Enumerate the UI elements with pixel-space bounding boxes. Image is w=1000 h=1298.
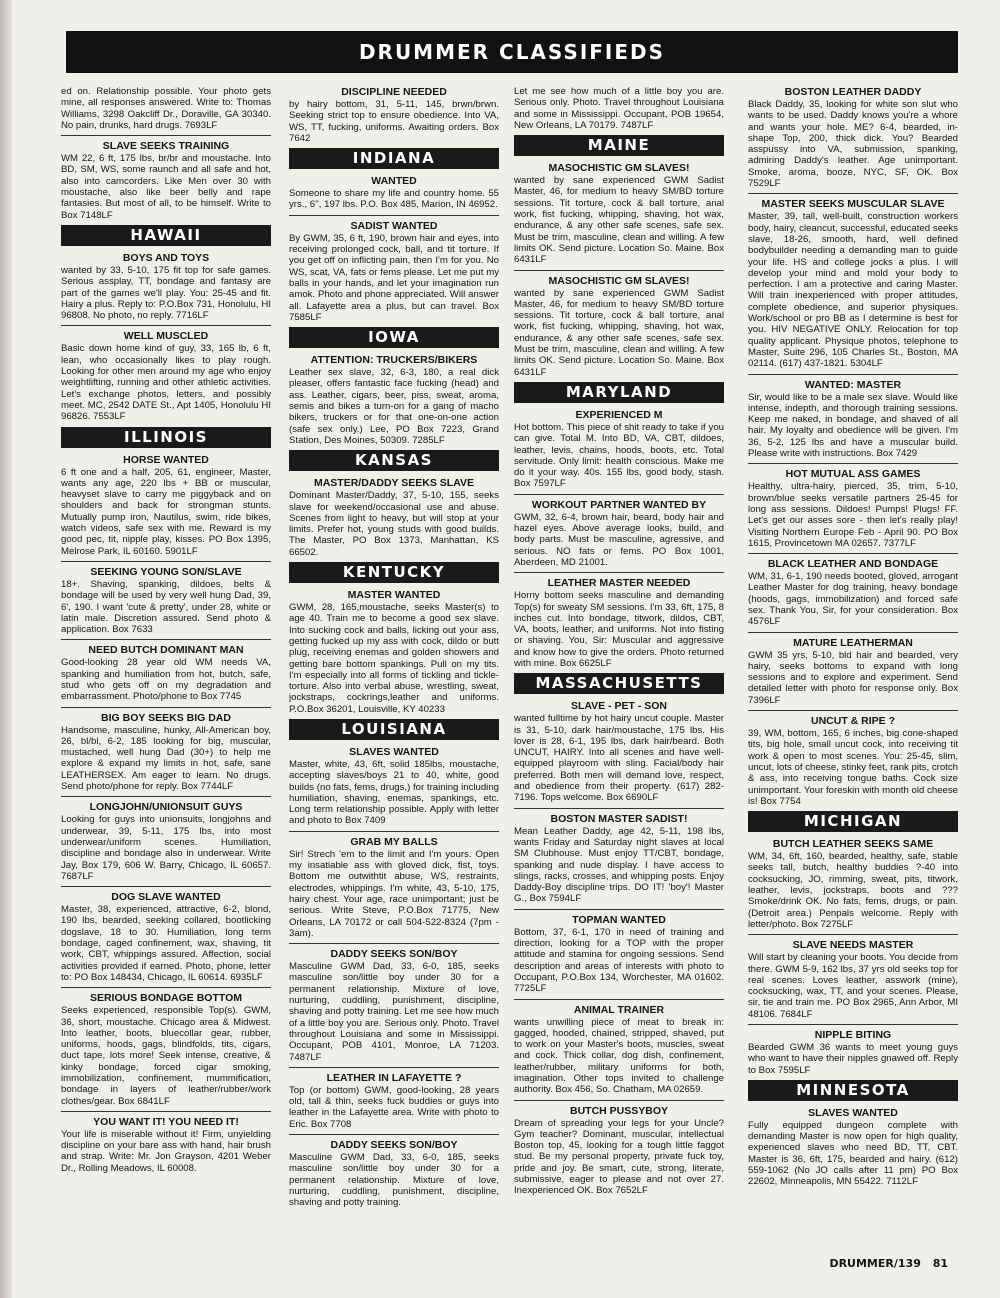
classified-ad	[289, 220, 499, 323]
ad-title: ATTENTION: TRUCKERS/BIKERS	[310, 354, 478, 367]
classified-ad	[748, 715, 958, 807]
ad-divider	[289, 1134, 499, 1135]
state-banner: INDIANA	[289, 148, 499, 169]
ad-title: DADDY SEEKS SON/BOY	[330, 948, 458, 961]
classified-ad	[289, 354, 499, 446]
classified-ad	[748, 468, 958, 549]
classified-ad	[289, 86, 499, 144]
state-banner: MINNESOTA	[748, 1080, 958, 1101]
ad-body: wants unwilling piece of meat to break in: gagged, hooded, chained, stripped, shaved, put to work on your Master's boots, muscles, sweat and cock. Thick collar, dog dish, confinement, leather/rubber, military uniforms for both, imagination. Other tops invited to challenge authority. Box 456, So. Chatham, MA 02659.	[514, 1016, 724, 1096]
section-header: DRUMMER CLASSIFIEDS	[66, 31, 958, 73]
ad-divider	[289, 1067, 499, 1068]
classified-ad	[61, 252, 271, 321]
ad-title: LEATHER MASTER NEEDED	[547, 577, 691, 590]
ad-divider	[748, 193, 958, 194]
state-banner: ILLINOIS	[61, 427, 271, 448]
classified-ad	[61, 86, 271, 131]
classified-ad	[61, 1116, 271, 1174]
ad-body: Will start by cleaning your boots. You decide from there. GWM 5-9, 162 lbs, 37 yrs old seeks top for real scenes. Loves leather, asswork (mine), cocksucking, wax, TT, and your scenes. Please, sir, tie and train me. PO Box 2965, Ann Arbor, MI 48106. 7684LF	[748, 952, 958, 1020]
ad-divider	[61, 886, 271, 887]
ad-body: GWM, 28, 165,moustache, seeks Master(s) to age 40. Train me to become a good sex slave. Into sucking cock and balls, licking out your ass, getting fucked up my ass with cock, dildo or butt plug, receiving enemas and golden showers and getting bare bottom spankings. Pull on my tits. I'm especially into all forms of tickling and tickle-torture. Also into verbal abuse, wrestling, sweat, jockstraps, cockrings,leather and uniforms. P.O.Box 36201, Louisville, KY 40233	[289, 602, 499, 715]
classified-ad	[289, 1072, 499, 1130]
classified-ad	[748, 198, 958, 369]
ad-body: Good-looking 28 year old WM needs VA, spanking and humiliation from hot, butch, safe, stud who gets off on my degradation and embarrassment. Photo/phone to Box 7745	[61, 657, 271, 703]
ad-body: GWM, 32, 6-4, brown hair, beard, body hair and hazel eyes. Above average looks, build, and body parts. Must be masculine, agressive, and serious. NO fats or fems. PO Box 1001, Aberdeen, MD 21001.	[514, 511, 724, 568]
ad-title: ANIMAL TRAINER	[573, 1003, 665, 1016]
ad-divider	[748, 553, 958, 554]
classified-ad	[748, 86, 958, 189]
ad-title: HORSE WANTED	[123, 453, 209, 466]
ad-title: BUTCH LEATHER SEEKS SAME	[772, 838, 934, 851]
ad-title: DISCIPLINE NEEDED	[341, 86, 447, 98]
issue-label: DRUMMER/139	[829, 1257, 921, 1270]
classified-ad	[748, 637, 958, 706]
ad-body: By GWM, 35, 6 ft, 190, brown hair and eyes, into receiving prolonged cock, ball, and tit torture. If you get off on inflicting pain, then I'm for you. No WS, scat, VA, fats or fems please. Let me put my balls in your hands, and let your imagination run amok. Photo and phone appreciated. Will answer all. Lafayette area a plus, but can travel. Box 7585LF	[289, 232, 499, 323]
ad-body: Master, white, 43, 6ft, solid 185lbs, moustache, accepting slaves/boys 21 to 40, white, good builds (no fats, fems, drugs,) for training including humiliation, shaving, enemas, spankings, etc. Long term relationship possible. Apply with letter and photo to Box 7409	[289, 758, 499, 827]
ad-body: Someone to share my life and country home. 55 yrs., 6'', 197 lbs. P.O. Box 485, Marion, IN 46952.	[289, 188, 499, 211]
ad-body: Fully equipped dungeon complete with demanding Master is now open for high quality, experienced slaves who need BD, TT, CBT. Master is 36, 6ft, 175, bearded and hairy. (612) 559-1062 (No JO calls after 11 pm) PO Box 22602, Minneapolis, MN 55422. 7112LF	[748, 1119, 958, 1188]
ad-divider	[514, 808, 724, 809]
ad-title: NIPPLE BITING	[814, 1029, 892, 1041]
ad-title: BLACK LEATHER AND BONDAGE	[767, 558, 939, 571]
page-footer	[821, 1257, 948, 1270]
classified-ad	[61, 801, 271, 882]
column-3	[514, 86, 724, 1201]
ad-title: GRAB MY BALLS	[350, 835, 438, 848]
state-banner: MAINE	[514, 135, 724, 156]
ad-title: HOT MUTUAL ASS GAMES	[785, 468, 921, 481]
ad-divider	[289, 215, 499, 216]
ad-divider	[748, 1024, 958, 1025]
classified-ad	[61, 454, 271, 557]
ad-title: SLAVE - PET - SON	[570, 700, 668, 713]
state-banner: MASSACHUSETTS	[514, 673, 724, 694]
ad-title: WORKOUT PARTNER WANTED BY	[531, 498, 707, 511]
ad-title: WELL MUSCLED	[123, 330, 209, 343]
ad-divider	[514, 494, 724, 495]
ad-body: Sir! Strech 'em to the limit and I'm yours. Open my insatiable ass with gloved dick, fist, toys. Bottom me outwithtit abuse, WS, restraints, electrodes, whippings. I'm white, 43, 5-10, 175, hairy chest. Your age, race unimportant; just be serious. Write Steve, P.O.Box 71775, New Orleans, LA 70172 or call 504-522-8324 (7pm - 3am).	[289, 848, 499, 939]
ad-body: Masculine GWM Dad, 33, 6-0, 185, seeks masculine son/little boy under 30 for a permanent relationship. Mixture of love, nurturing, cuddling, punishment, discipline, shaving and potty training.	[289, 1152, 499, 1209]
ad-title: TOPMAN WANTED	[572, 913, 666, 926]
ad-body: Horny bottom seeks masculine and demanding Top(s) for sweaty SM sessions. I'm 33, 6ft, 175, 8 inches cut. Into bondage, titwork, dildos, CBT, VA, boots, leather, and uniforms. Not into fisting or shaving. You, Sir: Muscular and aggressive and know how to give the orders. Photo returned with mine. Box 6625LF	[514, 590, 724, 669]
classified-ad	[514, 813, 724, 905]
ad-body: wanted by 33, 5-10, 175 fit top for safe games. Serious assplay, TT, bondage and fantasy are part of the games we'll play. You: 25-45 and fit. Hairy a plus. Reply to: P.O.Box 731, Honolulu, HI 96808. No photo, no reply. 7716LF	[61, 264, 271, 322]
ad-title: WANTED	[371, 175, 417, 188]
classified-ad	[514, 1105, 724, 1197]
ad-body: Hot bottom. This piece of shit ready to take if you can give. Total M. Into BD, VA, CBT, dildoes, leather, levis, chains, hoods, boots, etc. Total servitude. Only limit: health conscious. Make me do it your way. 40s. 155 lbs, good body, stash. Box 7597LF	[514, 421, 724, 490]
classified-ad	[61, 566, 271, 635]
ad-title: LEATHER IN LAFAYETTE ?	[326, 1071, 462, 1084]
ad-body: Looking for guys into unionsuits, longjohns and underwear, 39, 5-11, 175 lbs, into most underwear/uniform scenes. Humiliation, discipline and bondage also in underwear. Write Jay, Box 179, 606 W. Barry, Chicago, IL 60657. 7687LF	[61, 814, 271, 882]
ad-title: MASOCHISTIC GM SLAVES!	[548, 274, 690, 287]
ad-body: Masculine GWM Dad, 33, 6-0, 185, seeks masculine son/little boy under 30 for a permanent relationship. Mixture of love, nurturing, cuddling, punishment, discipline, shaving and potty training. Let me see how much of a little boy you are. Serious only. Photo. Travel throughout Louisiana and some in Mississippi. Occupant, POB 4101, Monroe, LA 71203. 7487LF	[289, 961, 499, 1063]
classified-ad	[289, 589, 499, 715]
classified-ad	[289, 1139, 499, 1208]
ad-divider	[61, 639, 271, 640]
ad-title: BOSTON LEATHER DADDY	[784, 86, 922, 98]
ad-body: Let me see how much of a little boy you are. Serious only. Photo. Travel throughout Louisiana and some in Mississippi. Occupant, POB 19654, New Orleans, LA 70179. 7487LF	[514, 86, 724, 131]
ad-title: NEED BUTCH DOMINANT MAN	[88, 644, 244, 657]
ad-title: SLAVES WANTED	[808, 1106, 898, 1119]
ad-body: 6 ft one and a half, 205, 61, engineer, Master, wants any age, 220 lbs + BB or muscular, heavyset slave to carry me piggyback and on shoulders and back for strongman stunts. Mutually pump iron, Nautilus, swim, ride bikes, watch videos, safe sex with me. Reward is my good pec, tit, nipple play, kisses. PO Box 1395, Melrose Park, IL 60160. 5901LF	[61, 466, 271, 557]
classified-ad	[61, 140, 271, 221]
ad-divider	[748, 632, 958, 633]
ad-title: BOYS AND TOYS	[122, 251, 210, 264]
ad-divider	[514, 1100, 724, 1101]
classified-ad	[514, 914, 724, 995]
column-1	[61, 86, 271, 1178]
ad-title: MATURE LEATHERMAN	[793, 636, 913, 649]
classified-ad	[61, 992, 271, 1107]
ad-body: Healthy, ultra-hairy, pierced, 35, trim, 5-10, brown/blue seeks versatile partners 25-45 for long ass sessions. Dildoes! Pumps! Plugs! FF. Let's get our asses sore - then let's really play! Visiting Northern Europe Feb - April 90. PO Box 1615, Provincetown MA 02657. 7377LF	[748, 481, 958, 549]
page-number: 81	[932, 1257, 948, 1270]
ad-title: LONGJOHN/UNIONSUIT GUYS	[89, 801, 243, 814]
classified-ad	[289, 477, 499, 558]
ad-body: by hairy bottom, 31, 5-11, 145, brwn/brwn. Seeking strict top to ensure obedience. Into VA, WS, TT, fucking, uniforms. Awaiting orders. Box 7642	[289, 99, 499, 144]
classified-ad	[289, 836, 499, 939]
ad-body: 18+. Shaving, spanking, dildoes, belts & bondage will be used by very well hung Dad, 39, 6', 190. I want 'cute & pretty', under 28, white or latin male. Discretion assured. Send photo & application. Box 7633	[61, 578, 271, 636]
ad-body: Master, 38, experienced, attractive, 6-2, blond, 190 lbs, bearded, seeking collared, bootlicking dogslave, 18 to 30. Humiliation, long term bondage, caged confinement, wax, shaving, tit work, CBT, whippings assured. Affection, social activities provided if earned. Photo, phone, letter to: PO Box 148434, Chicago, IL 60614. 6935LF	[61, 904, 271, 983]
classified-ad	[514, 700, 724, 803]
ad-body: wanted by sane experienced GWM Sadist Master, 46, for medium to heavy SM/BD torture sessions. Tit torture, cock & ball torture, anal work, fist fucking, whipping, shaving, hot wax, endurance, & any other safe scenes, safe sex. Must be trim, masculine, clean and willing. A few limits OK. Send picture. Location So. Maine. Box 6431LF	[514, 287, 724, 378]
ad-body: Your life is miserable without it! Firm, unyielding discipline on your bare ass with hand, hair brush and strap. Write: Mr. Jon Grayson, 4201 Weber Dr., Rolling Meadows, IL 60008.	[61, 1128, 271, 1174]
ad-title: DADDY SEEKS SON/BOY	[330, 1139, 458, 1151]
ad-title: BIG BOY SEEKS BIG DAD	[101, 711, 231, 724]
classified-ad	[514, 275, 724, 378]
column-4	[748, 86, 958, 1192]
ad-body: Bearded GWM 36 wants to meet young guys who want to have their nipples gnawed off. Reply to Box 7595LF	[748, 1042, 958, 1076]
ad-divider	[61, 325, 271, 326]
ad-divider	[61, 707, 271, 708]
ad-title: SLAVE SEEKS TRAINING	[102, 140, 230, 153]
column-2	[289, 86, 499, 1212]
classified-ad	[748, 939, 958, 1020]
ad-body: WM, 31, 6-1, 190 needs booted, gloved, arrogant Leather Master for dog training, heavy bondage (hoods, gags, immobilization) and forced safe sex. Thank You, Sir, for your consideration. Box 4576LF	[748, 571, 958, 628]
ad-body: WM 22, 6 ft, 175 lbs, br/br and moustache. Into BD, SM, WS, some raunch and all safe and hot, also into camcorders. Like Men over 30 with moustache, also like beer belly and rape fantasies. But most of all, to be himself. Write to Box 7148LF	[61, 153, 271, 221]
ad-body: wanted by sane experienced GWM Sadist Master, 46, for medium to heavy SM/BD torture sessions. Tit torture, cock & ball torture, anal work, fist fucking, whipping, shaving, hot wax, endurance, & any other safe scenes, safe sex. Must be trim, masculine, clean and willing. A few limits OK. Send picture. Location So. Maine. Box 6431LF	[514, 175, 724, 266]
classified-ad	[748, 379, 958, 460]
ad-body: wanted fulltime by hot hairy uncut couple. Master is 31, 5-10, dark hair/moustache, 175 lbs. His lover is 28, 6-1, 195 lbs, dark hair/beard. Both UNCUT, HAIRY. Into all scenes and have well- equipped playroom with sling. Facial/body hair preferred. Both men will demand love, respect, and obedience from their property. (617) 282-7196. Tops welcome. Box 6690LF	[514, 713, 724, 804]
ad-divider	[289, 831, 499, 832]
ad-divider	[514, 572, 724, 573]
ad-title: SERIOUS BONDAGE BOTTOM	[89, 992, 243, 1005]
ad-divider	[514, 909, 724, 910]
ad-divider	[514, 999, 724, 1000]
ad-title: MASTER/DADDY SEEKS SLAVE	[313, 477, 475, 490]
classified-ad	[514, 162, 724, 265]
ad-title: UNCUT & RIPE ?	[811, 715, 895, 728]
ad-body: GWM 35 yrs, 5-10, bld hair and bearded, very hairy, seeks bottoms to expand with long sessions and to explore and experiment. Send detailed letter with photo for response only. Box 7396LF	[748, 649, 958, 706]
classified-ad	[514, 409, 724, 490]
ad-title: YOU WANT IT! YOU NEED IT!	[93, 1115, 239, 1128]
state-banner: MICHIGAN	[748, 811, 958, 832]
ad-body: Black Daddy, 35, looking for white son slut who wants to be used. Daddy knows you're a whore and wants your hole. ME? 6-4, bearded, in-shape Top, 200, thick dick. You? Bearded asspussy into VA, submission, spanking, admiring Daddy's leather. Age unimportant. Smoke, aroma, booze, NYC, SF, OK. Box 7529LF	[748, 99, 958, 190]
classified-ad	[61, 891, 271, 983]
classified-ad	[289, 948, 499, 1063]
ad-title: SLAVES WANTED	[349, 745, 439, 758]
state-banner: LOUISIANA	[289, 719, 499, 740]
ad-divider	[61, 135, 271, 136]
ad-title: BUTCH PUSSYBOY	[569, 1104, 668, 1117]
state-banner: KANSAS	[289, 450, 499, 471]
ad-body: Top (or bottom) GWM, good-looking, 28 years old, tall & thin, seeks fuck buddies or guys into leather in the Lafayette area. Write with photo to Eric. Box 7708	[289, 1084, 499, 1130]
ad-title: MASTER SEEKS MUSCULAR SLAVE	[761, 198, 945, 211]
classified-ad	[514, 1004, 724, 1096]
ad-title: DOG SLAVE WANTED	[111, 891, 221, 904]
ad-body: Seeks experienced, responsible Top(s). GWM, 36, short, moustache. Chicago area & Midwest. Into leather, boots, bluecollar gear, rubber, uniforms, hoods, gags, blindfolds, tits, cigars, duct tape, lots more! Seek intense, creative, & kinky bondage, forced cigar smoking, immobilization, confinement, mummification, bondage in layers of leather/rubber/work clothes/gear. Box 6841LF	[61, 1005, 271, 1107]
ad-body: Bottom, 37, 6-1, 170 in need of training and direction, looking for a TOP with the proper attitude and stamina for ongoing sessions. Send description and areas of interests with photo to Occupant, P.O.Box 134, Worchester, MA 01602. 7725LF	[514, 926, 724, 995]
ad-body: Sir, would like to be a male sex slave. Would like intense, indepth, and thorough training sessions. Keep me naked, in bondage, and shaved of all hair. My loyalty and obedience will be given. I'm 36, 5-2, 125 lbs and have a muscular build. Please write with instructions. Box 7429	[748, 391, 958, 460]
ad-divider	[748, 374, 958, 375]
ad-body: Master, 39, tall, well-built, construction workers body, hairy, cleancut, successful, educated seeks slave, 18-26, smooth, hard, well defined bodybuilder needing a demanding man to guide your life. HS and college jocks a plus. I will develop your mind and mold your body to perfection. I am a protective and caring Master. Will train inexperienced with proper attitudes, complete obedience, and superior physiques. Work/school or pro BB as I determine is best for you. HIV NEGATIVE ONLY. Relocation for top quality applicant. Physique photos, telephone to Master, Suite 296, 105 Charles St., Boston, MA 02114. (617) 437-1821. 5304LF	[748, 211, 958, 370]
ad-divider	[514, 270, 724, 271]
state-banner: KENTUCKY	[289, 562, 499, 583]
ad-body: ed on. Relationship possible. Your photo gets mine, all responses answered. Write to: Thomas Williams, 3298 Oakcliff Dr., Doraville, GA 30340. No pain, drunks, hard drugs. 7693LF	[61, 86, 271, 131]
classified-ad	[514, 86, 724, 131]
ad-title: WANTED: MASTER	[804, 378, 902, 391]
ad-title: BOSTON MASTER SADIST!	[550, 812, 688, 825]
ad-body: Handsome, masculine, hunky, All-American boy, 26, bl/bl, 6-2, 185 looking for big, muscular, mustached, well hung Dad (30+) to help me explore & expand my limits in hot, safe, sane LEATHERSEX. Am eager to learn. No drugs. Send photo/phone for reply. Box 7744LF	[61, 724, 271, 793]
classified-ad	[748, 1029, 958, 1076]
ad-divider	[748, 934, 958, 935]
ad-body: Mean Leather Daddy, age 42, 5-11, 198 lbs, wants Friday and Saturday night slaves at local SM Clubhouse. Must enjoy TT/CBT, bondage, spanking and nude display. I have access to slings, racks, crosses, and whipping posts. Enjoy Daddy-Boy discipline trips. DO IT! 'boy'! Master G., Box 7594LF	[514, 825, 724, 905]
state-banner: MARYLAND	[514, 382, 724, 403]
ad-title: SLAVE NEEDS MASTER	[792, 939, 914, 952]
classified-ad	[61, 330, 271, 422]
ad-divider	[748, 463, 958, 464]
classified-ad	[514, 577, 724, 669]
ad-title: SADIST WANTED	[350, 219, 438, 232]
ad-title: MASTER WANTED	[347, 589, 441, 602]
classified-ad	[289, 746, 499, 827]
state-banner: HAWAII	[61, 225, 271, 246]
classified-ad	[748, 1107, 958, 1188]
ad-title: EXPERIENCED M	[575, 408, 663, 421]
ad-divider	[61, 1111, 271, 1112]
ad-divider	[289, 943, 499, 944]
classified-ad	[61, 644, 271, 702]
ad-body: Leather sex slave, 32, 6-3, 180, a real dick pleaser, offers fantastic face fucking (head) and ass. Leather, cigars, beer, piss, sweat, aroma, semis and bikes a turn-on for a gang of macho bikers, truckers or for that one-on-one action (safe sex only.) Lee, PO Box 7223, Grand Station, Des Moines, 50309. 7285LF	[289, 367, 499, 446]
ad-body: WM, 34, 6ft, 160, bearded, healthy, safe, stable seeks tall, butch, healthy buddies ?-40 into cocksucking, JO, rimming, sweat, pits, titwork, leather, levis, jockstraps, boots and ??? Smoke/drink OK. No fats, fems, drugs, or pain. (Detroit area.) Penpals welcome. Reply with letter/photo. Box 7275LF	[748, 851, 958, 930]
ad-divider	[61, 561, 271, 562]
page-spine-shadow	[0, 0, 12, 1298]
ad-divider	[748, 710, 958, 711]
ad-body: Dominant Master/Daddy, 37, 5-10, 155, seeks slave for weekend/occasional use and abuse. Scenes from light to heavy, but will stop at your limits. Prefer hot, young studs with good builds. The Master, PO Box 1373, Manhattan, KS 66502.	[289, 490, 499, 558]
ad-divider	[61, 796, 271, 797]
classified-ad	[289, 175, 499, 211]
state-banner: IOWA	[289, 327, 499, 348]
ad-body: 39, WM, bottom, 165, 6 inches, big cone-shaped tits, big hole, small uncut cock, into receiving tit work & open to most scenes. You: 25-45, slim, uncut, lots of cheese, stinky feet, rank pits, crotch & ass, into receiving tongue baths. Cock size unimportant. Your foreskin with month old cheese is! Box 7754	[748, 728, 958, 807]
classified-ad	[61, 712, 271, 793]
classified-ad	[514, 499, 724, 568]
classified-ad	[748, 838, 958, 930]
ad-body: Dream of spreading your legs for your Uncle? Gym teacher? Dominant, muscular, intellectual Boston top, 45, looking for a tough little faggot stud. Be my personal property, private fuck toy, pride and joy. Be smart, cute, strong, literate, submissive, eager to please and not over 27. Inexperienced OK. Box 7652LF	[514, 1117, 724, 1197]
ad-title: MASOCHISTIC GM SLAVES!	[548, 162, 690, 175]
ad-divider	[61, 987, 271, 988]
classified-ad	[748, 558, 958, 627]
ad-body: Basic down home kind of guy, 33, 165 lb, 6 ft, lean, who occasionally likes to play rough. Looking for other men around my age who enjoy weightlifting, running and other athletic activities. Let's exchange photos, letters, and possibly meet. MC, 2542 DATE St., Apt 1405, Honolulu HI 96826. 7553LF	[61, 343, 271, 423]
ad-title: SEEKING YOUNG SON/SLAVE	[90, 565, 242, 578]
